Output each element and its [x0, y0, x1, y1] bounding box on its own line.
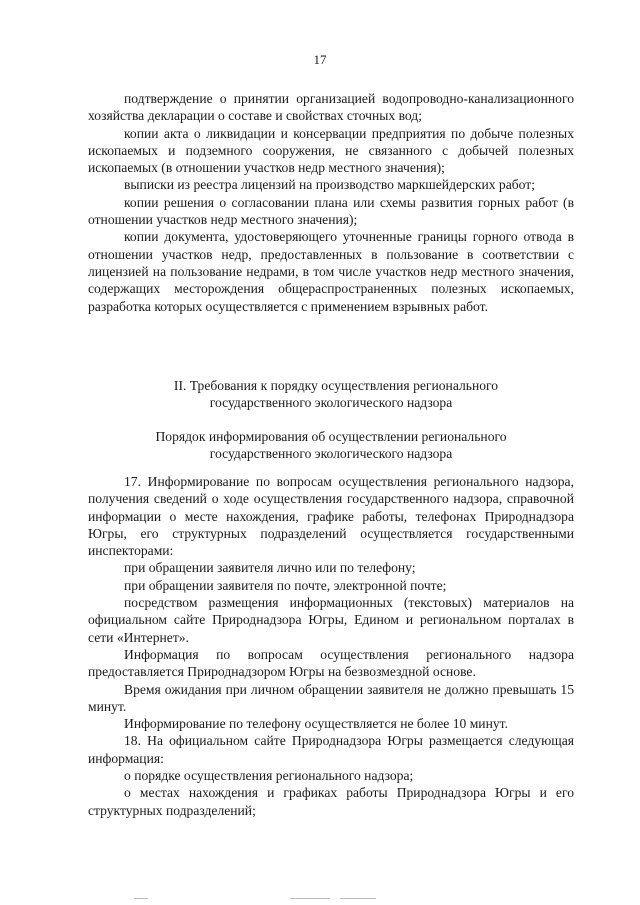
scan-artifact — [290, 898, 330, 899]
paragraph: Информация по вопросам осуществления регионального надзора предоставляется Природнадзором Югры на безвозмездной основе. — [88, 646, 574, 680]
paragraph: выписки из реестра лицензий на производство маркшейдерских работ; — [124, 177, 536, 193]
paragraph: копии акта о ликвидации и консервации предприятия по добыче полезных ископаемых и подземного сооружения, не связанного с добычей полезных ископаемых (в отношении участков недр местного значения); — [88, 125, 574, 176]
paragraph: подтверждение о принятии организацией водопроводно-канализационного хозяйства декларации о составе и свойствах сточных вод; — [88, 91, 574, 124]
paragraph: о местах нахождения и графиках работы Природнадзора Югры и его структурных подразделений; — [88, 785, 574, 818]
paragraph-block-informing — [88, 473, 574, 819]
paragraph: 18. На официальном сайте Природнадзора Югры размещается следующая информация: — [88, 733, 574, 766]
paragraph: копии решения о согласовании плана или схемы развития горных работ (в отношении участков недр местного значения); — [88, 194, 574, 228]
paragraph: о порядке осуществления регионального надзора; — [124, 768, 414, 784]
paragraph: посредством размещения информационных (текстовых) материалов на официальном сайте Природнадзора Югры, Едином и региональном порталах в сети «Интернет». — [88, 595, 574, 645]
paragraph: при обращении заявителя по почте, электронной почте; — [124, 577, 447, 593]
paragraph: Время ожидания при личном обращении заявителя не должно превышать 15 минут. — [88, 681, 574, 714]
paragraph: при обращении заявителя лично или по телефону; — [124, 560, 416, 576]
paragraph: Информирование по телефону осуществляется не более 10 минут. — [124, 716, 508, 732]
section-heading-line-1: II. Требования к порядку осуществления регионального — [173, 378, 499, 393]
page-number: 17 — [313, 52, 327, 67]
section-heading — [88, 377, 574, 412]
subheading-line-1: Порядок информирования об осуществлении регионального — [155, 429, 507, 444]
scan-artifact — [134, 898, 148, 899]
subheading — [88, 428, 574, 463]
paragraph: копии документа, удостоверяющего уточненные границы горного отвода в отношении участков недр, предоставленных в пользование в соответствии с лицензией на пользование недрами, в том числе участков недр местного значения, содержащих месторождения общераспространенных полезных ископаемых, разработка которых осуществляется с применением взрывных работ. — [88, 229, 574, 314]
section-heading-line-2: государственного экологического надзора — [209, 395, 453, 411]
scan-artifact — [340, 898, 376, 899]
paragraph-block-documents-list — [88, 90, 574, 315]
paragraph: 17. Информирование по вопросам осуществления регионального надзора, получения сведений о ходе осуществления государственного надзора, справочной информации о месте нахождения, графике работы, телефонах Природнадзора Югры, его структурных подразделений осуществляется государственными инспекторами: — [88, 474, 574, 559]
subheading-line-2: государственного экологического надзора — [209, 446, 453, 462]
